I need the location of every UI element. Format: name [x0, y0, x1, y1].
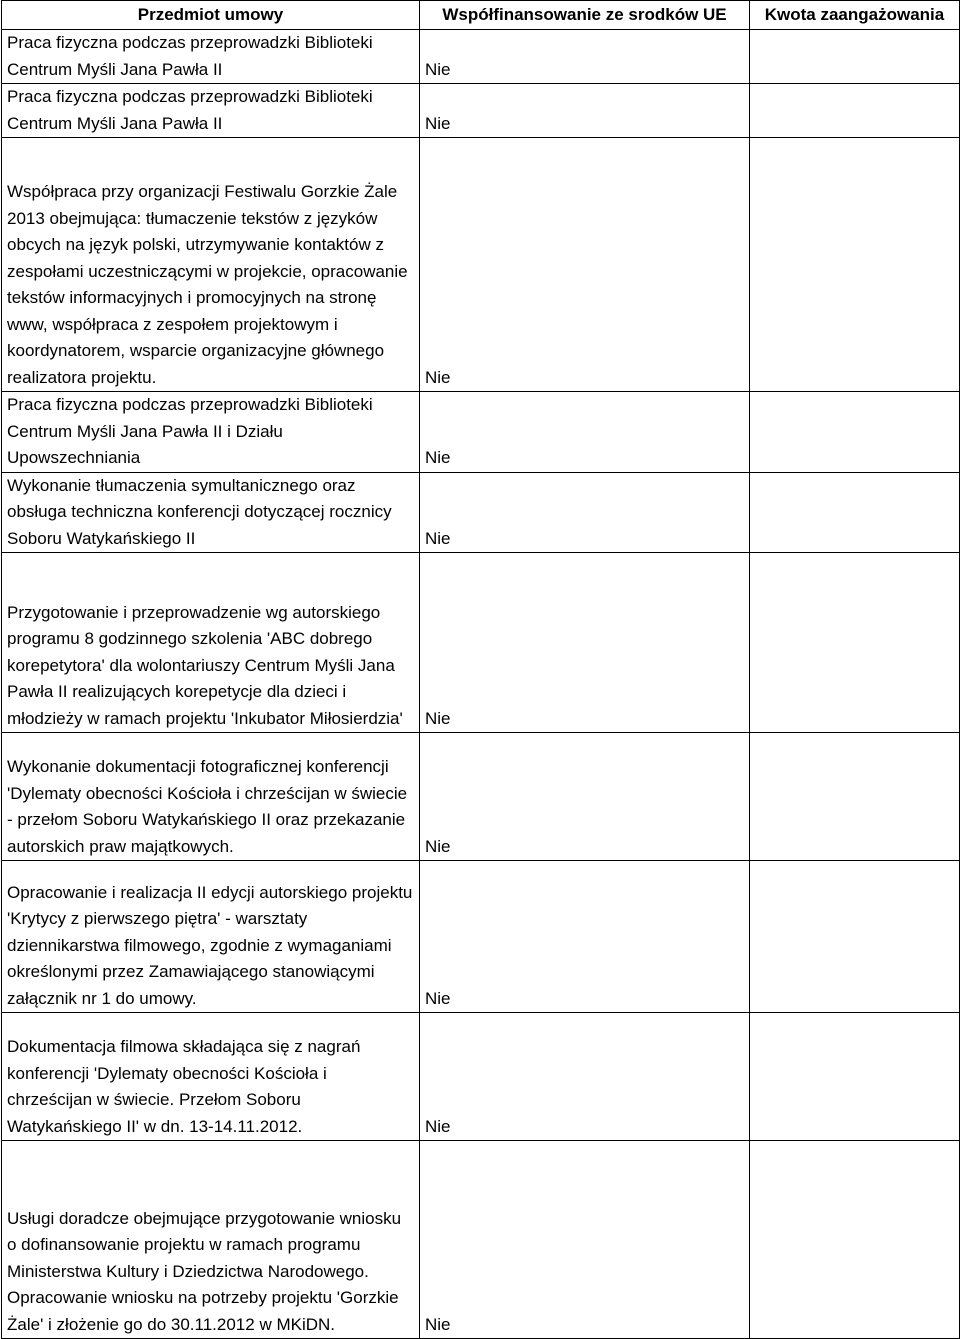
cofinancing-cell[interactable]: Nie [420, 84, 750, 138]
subject-cell[interactable]: Usługi doradcze obejmujące przygotowanie wniosku o dofinansowanie projektu w ramach programu Ministerstwa Kultury i Dziedzictwa Narodowego. Opracowanie wniosku na potrzeby projektu 'Gorzkie Żale' i złożenie go do 30.11.2012 w MKiDN. [2, 1141, 420, 1339]
amount-cell[interactable] [750, 733, 960, 861]
cofinancing-cell[interactable]: Nie [420, 733, 750, 861]
table-row [2, 138, 960, 392]
subject-cell[interactable]: Praca fizyczna podczas przeprowadzki Biblioteki Centrum Myśli Jana Pawła II [2, 84, 420, 138]
cofinancing-cell[interactable]: Nie [420, 553, 750, 733]
table-row [2, 1013, 960, 1141]
subject-cell[interactable]: Opracowanie i realizacja II edycji autorskiego projektu 'Krytycy z pierwszego piętra' - warsztaty dziennikarstwa filmowego, zgodnie z wymaganiami określonymi przez Zamawiającego stanowiącymi załącznik nr 1 do umowy. [2, 861, 420, 1013]
subject-cell[interactable]: Wykonanie dokumentacji fotograficznej konferencji 'Dylematy obecności Kościoła i chrześcijan w świecie - przełom Soboru Watykańskiego II oraz przekazanie autorskich praw majątkowych. [2, 733, 420, 861]
amount-cell[interactable] [750, 392, 960, 473]
table-row [2, 392, 960, 473]
cofinancing-cell[interactable]: Nie [420, 472, 750, 553]
table-row [2, 861, 960, 1013]
amount-cell[interactable] [750, 138, 960, 392]
cofinancing-cell[interactable]: Nie [420, 1013, 750, 1141]
header-subject: Przedmiot umowy [2, 1, 420, 30]
subject-cell[interactable]: Przygotowanie i przeprowadzenie wg autorskiego programu 8 godzinnego szkolenia 'ABC dobrego korepetytora' dla wolontariuszy Centrum Myśli Jana Pawła II realizujących korepetycje dla dzieci i młodzieży w ramach projektu 'Inkubator Miłosierdzia' [2, 553, 420, 733]
table-row [2, 84, 960, 138]
header-row [2, 1, 960, 30]
cofinancing-cell[interactable]: Nie [420, 392, 750, 473]
amount-cell[interactable] [750, 861, 960, 1013]
subject-cell[interactable]: Praca fizyczna podczas przeprowadzki Biblioteki Centrum Myśli Jana Pawła II [2, 30, 420, 84]
contracts-table [1, 0, 960, 1339]
amount-cell[interactable] [750, 30, 960, 84]
table-row [2, 472, 960, 553]
amount-cell[interactable] [750, 472, 960, 553]
subject-cell[interactable]: Praca fizyczna podczas przeprowadzki Biblioteki Centrum Myśli Jana Pawła II i Działu Upowszechniania [2, 392, 420, 473]
cofinancing-cell[interactable]: Nie [420, 1141, 750, 1339]
table-row [2, 30, 960, 84]
cofinancing-cell[interactable]: Nie [420, 138, 750, 392]
subject-cell[interactable]: Wykonanie tłumaczenia symultanicznego oraz obsługa techniczna konferencji dotyczącej rocznicy Soboru Watykańskiego II [2, 472, 420, 553]
cofinancing-cell[interactable]: Nie [420, 30, 750, 84]
amount-cell[interactable] [750, 84, 960, 138]
amount-cell[interactable] [750, 1013, 960, 1141]
subject-cell[interactable]: Dokumentacja filmowa składająca się z nagrań konferencji 'Dylematy obecności Kościoła i chrześcijan w świecie. Przełom Soboru Watykańskiego II' w dn. 13-14.11.2012. [2, 1013, 420, 1141]
header-amount: Kwota zaangażowania [750, 1, 960, 30]
header-cofinancing: Współfinansowanie ze srodków UE [420, 1, 750, 30]
amount-cell[interactable] [750, 553, 960, 733]
table-row [2, 553, 960, 733]
table-row [2, 733, 960, 861]
cofinancing-cell[interactable]: Nie [420, 861, 750, 1013]
subject-cell[interactable]: Współpraca przy organizacji Festiwalu Gorzkie Żale 2013 obejmująca: tłumaczenie tekstów z języków obcych na język polski, utrzymywanie kontaktów z zespołami uczestniczącymi w projekcie, opracowanie tekstów informacyjnych i promocyjnych na stronę www, współpraca z zespołem projektowym i koordynatorem, wsparcie organizacyjne głównego realizatora projektu. [2, 138, 420, 392]
table-row [2, 1141, 960, 1339]
amount-cell[interactable] [750, 1141, 960, 1339]
